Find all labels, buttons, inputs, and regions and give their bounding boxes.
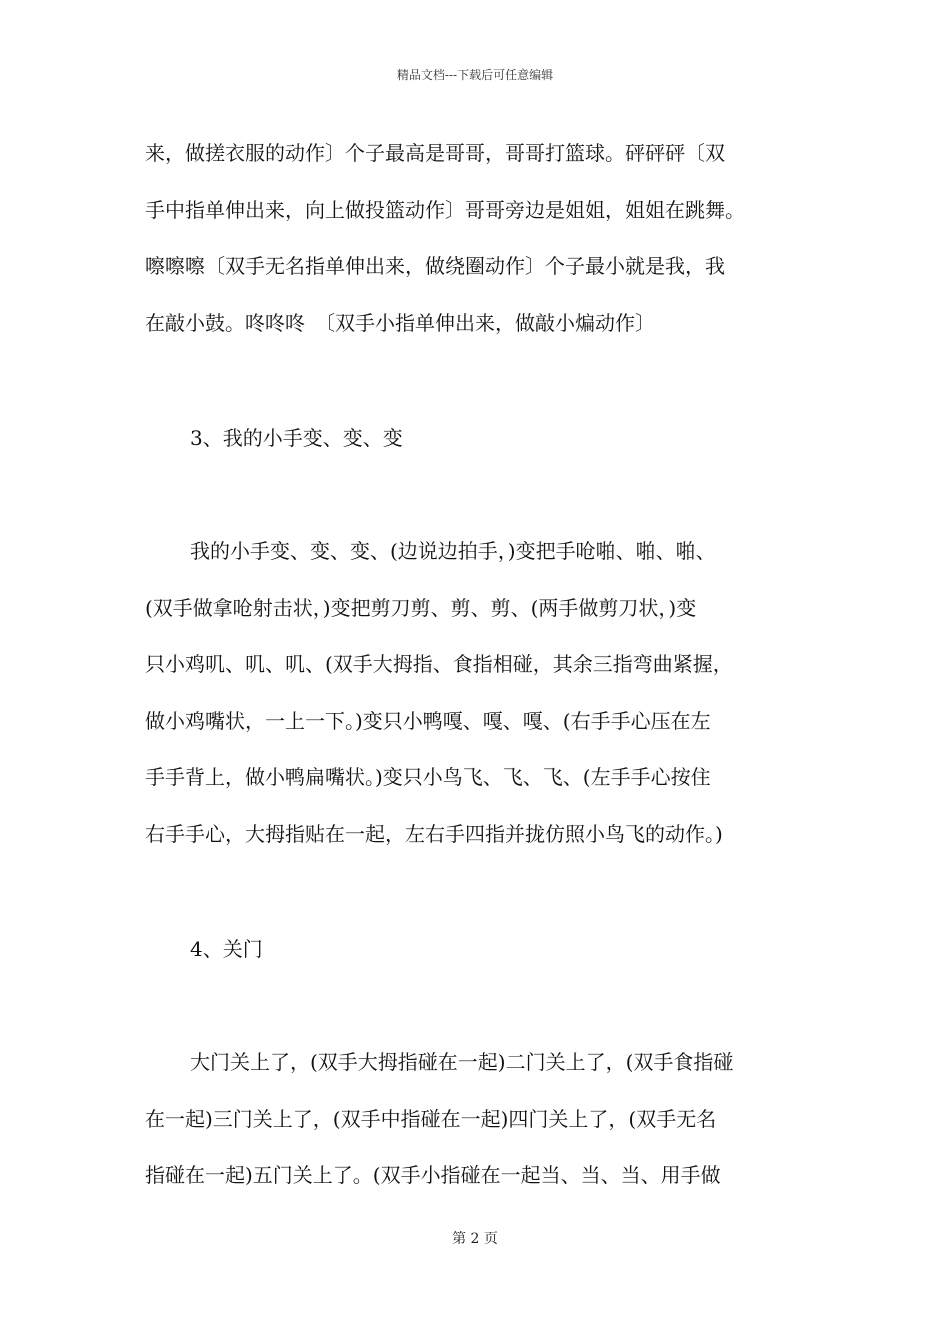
- text-line: 只小鸡叽、叽、叽、(双手大拇指、食指相碰，其余三指弯曲紧握，: [145, 652, 733, 676]
- section-heading-4: 4、关门: [190, 937, 263, 961]
- section-heading-3: 3、我的小手变、变、变: [190, 426, 403, 450]
- text-line: (双手做拿呛射击状，)变把剪刀剪、剪、剪、(两手做剪刀状，)变: [145, 596, 697, 620]
- text-line: 手中指单伸出来，向上做投篮动作〕哥哥旁边是姐姐，姐姐在跳舞。: [145, 198, 745, 222]
- text-line: 我的小手变、变、变、(边说边拍手，)变把手呛啪、啪、啪、: [190, 539, 716, 563]
- text-line: 嚓嚓嚓〔双手无名指单伸出来，做绕圈动作〕个子最小就是我，我: [145, 254, 725, 278]
- text-line: 大门关上了，(双手大拇指碰在一起)二门关上了，(双手食指碰: [190, 1050, 734, 1074]
- text-line: 做小鸡嘴状，一上一下。)变只小鸭嘎、嘎、嘎、(右手手心压在左: [145, 709, 711, 733]
- text-line: 手手背上，做小鸭扁嘴状。)变只小鸟飞、飞、飞、(左手手心按住: [145, 765, 711, 789]
- page-header: 精品文档---下载后可任意编辑: [396, 68, 554, 82]
- text-line: 右手手心，大拇指贴在一起，左右手四指并拢仿照小鸟飞的动作。): [145, 822, 723, 846]
- text-line: 指碰在一起)五门关上了。(双手小指碰在一起当、当、当、用手做: [145, 1163, 721, 1187]
- page-number: 第 2 页: [452, 1231, 498, 1247]
- text-line: 在一起)三门关上了，(双手中指碰在一起)四门关上了，(双手无名: [145, 1107, 717, 1131]
- text-line: 来，做搓衣服的动作〕个子最高是哥哥，哥哥打篮球。砰砰砰〔双: [145, 141, 725, 165]
- text-line: 在敲小鼓。咚咚咚 〔双手小指单伸出来，做敲小煸动作〕: [145, 311, 655, 335]
